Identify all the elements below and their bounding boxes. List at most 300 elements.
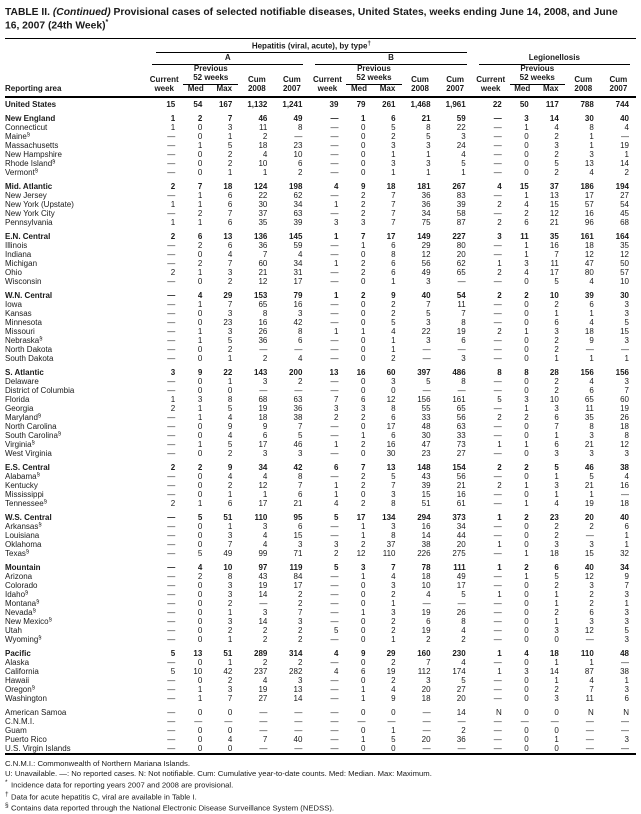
reporting-area-cell: Ohio [5,268,22,278]
value-cell: — [167,522,176,532]
value-cell: 1 [524,440,529,450]
value-cell: 0 [361,386,366,396]
value-cell: — [330,386,339,396]
value-cell: 8 [391,250,396,260]
value-cell: — [259,726,268,736]
value-cell: 1 [361,685,366,695]
table-row [5,200,636,209]
value-cell: 14 [258,617,268,627]
value-cell: 3 [554,141,559,151]
reporting-area-cell: Oregon§ [5,685,36,695]
value-cell: 2 [589,522,594,532]
value-cell: 11 [550,259,559,269]
value-cell: 5 [227,141,233,151]
reporting-area-cell: Colorado [5,581,38,591]
value-cell: 5 [334,626,339,636]
value-cell: 12 [386,395,396,405]
table-number: TABLE II. [5,7,50,18]
value-cell: — [167,513,176,523]
value-cell: 15 [293,531,303,541]
value-cell: 49 [293,114,303,124]
value-cell: 17 [584,191,594,201]
value-cell: 3 [589,431,594,441]
value-cell: — [493,431,502,441]
value-cell: — [330,744,339,754]
value-cell: 20 [421,735,431,745]
value-cell: 49 [421,268,431,278]
value-cell: 30 [421,431,431,441]
value-cell: 1 [361,114,366,124]
value-cell: — [330,318,339,328]
table-row [5,286,636,300]
value-cell: 1 [361,431,366,441]
footnote-marker: § [57,431,62,437]
header-med: Med [509,85,536,97]
value-cell: 39 [293,218,303,228]
value-cell: 4 [227,431,233,441]
value-cell: 65 [258,300,268,310]
value-cell: 0 [197,522,203,532]
value-cell: 2 [197,114,203,124]
value-cell: 7 [589,685,594,695]
value-cell: — [457,717,466,727]
value-cell: 788 [580,100,594,110]
reporting-area-cell: West Virginia [5,449,52,459]
value-cell: 2 [227,481,233,491]
value-cell: — [457,386,466,396]
value-cell: — [167,440,176,450]
value-cell: 1 [554,354,559,364]
value-cell: 11 [259,123,268,133]
value-cell: 2 [461,635,466,645]
notifiable-diseases-table [5,38,636,755]
value-cell: 3 [262,377,268,387]
value-cell: 314 [289,649,303,659]
value-cell: 39 [329,100,339,110]
value-cell: 0 [197,481,203,491]
value-cell: 2 [297,658,303,668]
reporting-area-cell: Wyoming§ [5,635,42,645]
table-row [5,377,636,386]
value-cell: 1 [197,191,203,201]
value-cell: 20 [456,540,466,550]
reporting-area-cell: Florida [5,395,30,405]
value-cell: 3 [361,563,366,573]
value-cell: 0 [524,635,529,645]
value-cell: 3 [624,309,629,319]
value-cell: 37 [386,540,396,550]
table-title-text: Provisional cases of selected notifiable diseases, United States, weeks ending June 14, 2008, and June 16, 2007 (24th Week) [5,7,618,32]
value-cell: 167 [218,100,233,110]
value-cell: 27 [456,685,466,695]
value-cell: 8 [589,123,594,133]
value-cell: 2 [554,336,559,346]
value-cell: 38 [620,667,629,677]
value-cell: — [457,599,466,609]
value-cell: 1 [361,735,366,745]
table-continued-flag: (Continued) [52,7,111,18]
reporting-area-cell: Mississippi [5,490,44,500]
value-cell: 0 [524,531,529,541]
value-cell: — [330,209,339,219]
value-cell: 1 [524,499,529,509]
value-cell: 12 [584,250,594,260]
value-cell: 12 [549,209,559,219]
value-cell: — [167,449,176,459]
value-cell: 1 [361,522,366,532]
value-cell: 4 [334,182,339,192]
value-cell: — [493,726,502,736]
value-cell: 2 [262,658,268,668]
value-cell: 0 [524,599,529,609]
value-cell: 1 [426,168,431,178]
reporting-area-cell: New Hampshire [5,150,62,160]
value-cell: 2 [170,182,176,192]
value-cell: 36 [258,241,268,251]
value-cell: 15 [519,182,529,192]
value-cell: 0 [361,300,366,310]
value-cell: — [493,599,502,609]
value-cell: 0 [524,449,529,459]
value-cell: 1 [524,241,529,251]
value-cell: 0 [524,168,529,178]
value-cell: 20 [421,685,431,695]
value-cell: 227 [452,232,466,242]
footnote-marker: § [52,159,56,165]
value-cell: 18 [620,422,629,432]
reporting-area-cell: Arizona [5,572,33,582]
value-cell: 0 [554,635,559,645]
value-cell: 4 [589,277,594,287]
value-cell: 1 [554,676,559,686]
value-cell: — [330,336,339,346]
value-cell: 0 [361,141,366,151]
value-cell: 3 [554,540,559,550]
value-cell: 0 [554,744,559,754]
value-cell: 1 [197,685,203,695]
value-cell: 56 [456,472,466,482]
value-cell: 2 [554,377,559,387]
value-cell: — [330,522,339,532]
value-cell: 7 [361,232,366,242]
value-cell: 1 [361,241,366,251]
value-cell: — [422,354,431,364]
value-cell: 0 [197,159,203,169]
value-cell: 4 [227,250,233,260]
value-cell: — [167,481,176,491]
table-row [5,227,636,241]
header-group-hepatitis-b: B [309,53,472,65]
value-cell: 10 [421,581,431,591]
reporting-area-cell: C.N.M.I. [5,717,35,727]
value-cell: 8 [524,368,529,378]
table-row [5,327,636,336]
value-cell: 161 [452,395,466,405]
table-row [5,241,636,250]
value-cell: — [330,123,339,133]
value-cell: 2 [297,377,303,387]
value-cell: 8 [589,422,594,432]
value-cell: 0 [361,617,366,627]
value-cell: 2 [361,540,366,550]
value-cell: — [493,250,502,260]
table-row [5,413,636,422]
value-cell: 2 [391,617,396,627]
value-cell: 11 [520,232,529,242]
value-cell: — [493,150,502,160]
value-cell: — [493,608,502,618]
value-cell: 1 [227,608,233,618]
value-cell: — [330,694,339,704]
value-cell: 1 [197,336,203,346]
value-cell: 0 [197,250,203,260]
value-cell: 1 [524,404,529,414]
value-cell: 9 [197,368,203,378]
reporting-area-cell: Massachusetts [5,141,59,151]
header-2008: 2008 [403,85,438,97]
footnote-marker: § [25,549,30,555]
value-cell: 1 [391,726,396,736]
value-cell: 2 [554,531,559,541]
value-cell: 156 [417,395,431,405]
value-cell: 33 [421,413,431,423]
value-cell: 8 [391,499,396,509]
value-cell: 1 [197,200,203,210]
value-cell: — [493,499,502,509]
value-cell: 4 [461,658,466,668]
value-cell: — [493,694,502,704]
value-cell: 3 [426,159,431,169]
value-cell: 36 [421,200,431,210]
header-cum: Cum [247,75,266,85]
value-cell: 54 [456,291,466,301]
value-cell: 5 [334,513,339,523]
value-cell: 1 [589,354,594,364]
table-row [5,599,636,608]
table-row [5,676,636,685]
value-cell: 3 [589,581,594,591]
reporting-area-cell: Kansas [5,309,32,319]
value-cell: — [493,581,502,591]
value-cell: 3 [554,694,559,704]
value-cell: — [621,658,629,668]
value-cell: 1 [624,599,629,609]
header-row-measures [5,65,636,85]
value-cell: 40 [620,114,629,124]
value-cell: 54 [620,200,629,210]
value-cell: 3 [554,481,559,491]
value-cell: — [167,209,176,219]
value-cell: 3 [624,635,629,645]
value-cell: 20 [456,250,466,260]
value-cell: 2 [554,386,559,396]
value-cell: 4 [589,168,594,178]
value-cell: — [493,626,502,636]
value-cell: 198 [289,182,303,192]
table-row [5,572,636,581]
value-cell: 1 [361,608,366,618]
table-row [5,259,636,268]
value-cell: 0 [391,386,396,396]
table-row [5,658,636,667]
value-cell: 21 [584,440,594,450]
value-cell: 35 [620,241,629,251]
value-cell: — [167,599,176,609]
value-cell: 75 [421,218,431,228]
value-cell: 2 [262,354,268,364]
value-cell: 20 [456,694,466,704]
value-cell: 0 [524,300,529,310]
value-cell: 289 [254,649,268,659]
value-cell: 8 [297,327,303,337]
value-cell: 13 [584,159,594,169]
value-cell: — [167,735,176,745]
value-cell: 60 [386,368,396,378]
table-row [5,431,636,440]
value-cell: 12 [584,626,594,636]
value-cell: 1 [197,440,203,450]
value-cell: — [493,159,502,169]
value-cell: 0 [524,540,529,550]
value-cell: 1 [624,531,629,541]
table-row [5,318,636,327]
value-cell: 6 [334,463,339,473]
value-cell: 2 [170,463,176,473]
value-cell: — [167,191,176,201]
value-cell: 2 [170,404,176,414]
value-cell: 26 [620,413,629,423]
value-cell: 4 [524,649,529,659]
value-cell: 1 [170,218,176,228]
value-cell: 30 [258,200,268,210]
value-cell: 57 [584,200,594,210]
value-cell: 1 [197,218,203,228]
value-cell: 30 [386,449,396,459]
table-row [5,336,636,345]
value-cell: 42 [293,318,303,328]
reporting-area-cell: Vermont§ [5,168,39,178]
value-cell: 3 [227,123,233,133]
value-cell: 9 [361,649,366,659]
value-cell: 2 [361,200,366,210]
value-cell: 5 [227,440,233,450]
value-cell: 6 [262,431,268,441]
header-2008: 2008 [566,85,601,97]
reporting-area-cell: Tennessee§ [5,499,48,509]
value-cell: 5 [391,123,396,133]
value-cell: 2 [227,159,233,169]
value-cell: 7 [227,209,233,219]
value-cell: 2 [497,481,502,491]
value-cell: 24 [456,141,466,151]
reporting-area-cell: Nebraska§ [5,336,43,346]
value-cell: 2 [391,626,396,636]
value-cell: 21 [456,481,466,491]
value-cell: — [259,345,268,355]
value-cell: 145 [289,232,303,242]
value-cell: 5 [391,318,396,328]
value-cell: — [330,472,339,482]
header-spacer [473,38,636,53]
value-cell: 5 [197,549,203,559]
value-cell: 5 [461,676,466,686]
value-cell: 0 [524,522,529,532]
value-cell: 2 [197,572,203,582]
value-cell: 2 [297,626,303,636]
reporting-area-cell: New York (Upstate) [5,200,74,210]
value-cell: 4 [227,413,233,423]
value-cell: 0 [361,345,366,355]
value-cell: — [493,572,502,582]
value-cell: 2 [524,209,529,219]
value-cell: 1 [497,649,502,659]
value-cell: N [495,708,502,718]
value-cell: — [167,608,176,618]
value-cell: 10 [223,563,233,573]
value-cell: 0 [197,581,203,591]
footnote-marker: § [31,440,35,446]
value-cell: — [330,150,339,160]
value-cell: 1 [197,694,203,704]
reporting-area-cell: New England [5,114,56,124]
value-cell: 80 [456,241,466,251]
value-cell: — [621,490,629,500]
value-cell: — [422,708,431,718]
value-cell: 2 [589,599,594,609]
value-cell: 4 [624,472,629,482]
value-cell: 79 [356,100,366,110]
value-cell: 143 [254,368,268,378]
value-cell: — [493,617,502,627]
value-cell: 18 [584,241,594,251]
value-cell: 27 [620,191,629,201]
value-cell: 1 [197,499,203,509]
table-row [5,694,636,703]
value-cell: — [493,490,502,500]
value-cell: 71 [293,549,303,559]
value-cell: — [621,132,629,142]
value-cell: 3 [297,309,303,319]
value-cell: — [422,386,431,396]
reporting-area-cell: Idaho§ [5,590,29,600]
value-cell: 148 [417,463,431,473]
value-cell: 2 [589,590,594,600]
value-cell: 0 [524,386,529,396]
value-cell: 5 [497,395,502,405]
value-cell: — [585,726,594,736]
table-row [5,644,636,658]
value-cell: — [330,354,339,364]
value-cell: 5 [624,626,629,636]
value-cell: 2 [554,345,559,355]
value-cell: 59 [293,241,303,251]
value-cell: 1 [497,440,502,450]
value-cell: 7 [297,422,303,432]
value-cell: 1 [391,635,396,645]
value-cell: 8 [227,572,233,582]
value-cell: 0 [227,708,233,718]
footnote-line [5,802,636,814]
value-cell: 2 [262,635,268,645]
value-cell: 17 [386,422,396,432]
value-cell: 0 [361,658,366,668]
value-cell: 43 [258,572,268,582]
header-spacer [5,38,146,53]
value-cell: 0 [197,377,203,387]
reporting-area-cell: United States [5,100,57,110]
reporting-area-cell: Maryland§ [5,413,42,423]
value-cell: 1 [497,563,502,573]
